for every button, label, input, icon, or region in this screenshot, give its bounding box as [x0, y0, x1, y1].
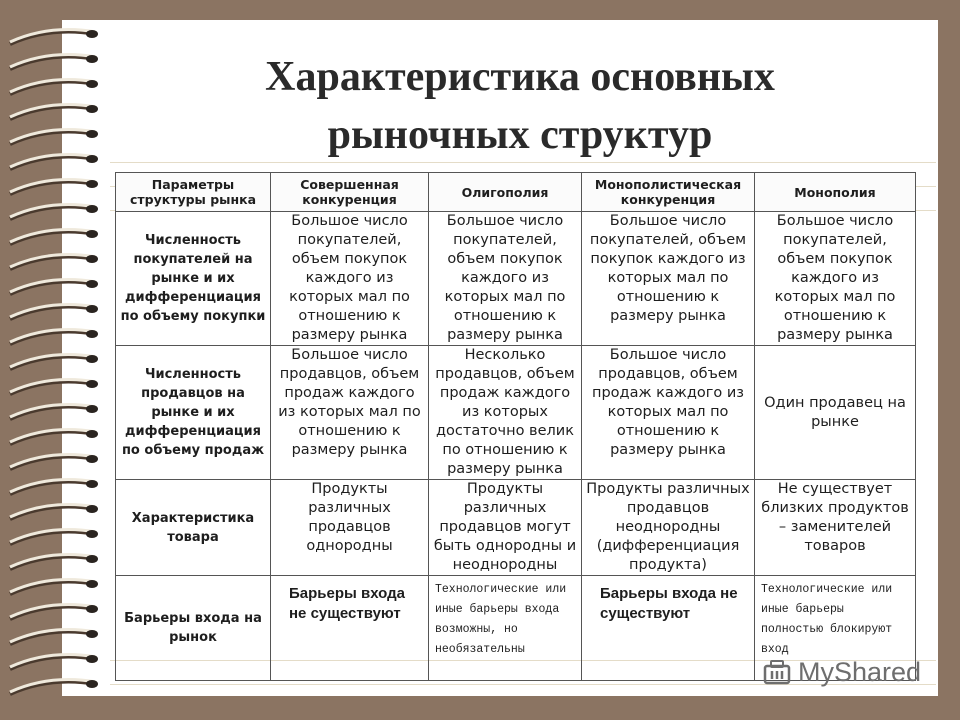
spiral-coil-icon	[10, 680, 98, 694]
table-cell: Барьеры входа не существуют	[271, 576, 429, 681]
watermark-text: MyShared	[798, 656, 922, 687]
table-cell: Один продавец на рынке	[755, 346, 916, 480]
spiral-coil-icon	[10, 130, 98, 144]
title-line-2: рыночных структур	[327, 112, 713, 158]
table-cell: Большое число покупателей, объем покупок каждого из которых мал по отношению к размеру рынка	[271, 212, 429, 346]
spiral-coil-icon	[10, 105, 98, 119]
column-header-oligopoly: Олигополия	[429, 173, 582, 212]
spiral-coil-icon	[10, 30, 98, 44]
table-cell: Большое число продавцов, объем продаж каждого из которых мал по отношению к размеру рынка	[582, 346, 755, 480]
spiral-coil-icon	[10, 455, 98, 469]
spiral-coil-icon	[10, 180, 98, 194]
spiral-coil-icon	[10, 305, 98, 319]
row-label-buyers: Численность покупателей на рынке и их дифференциация по объему покупки	[116, 212, 271, 346]
table-cell: Большое число покупателей, объем покупок каждого из которых мал по отношению к размеру рынка	[429, 212, 582, 346]
table-header-row	[116, 173, 916, 212]
table-cell: Большое число покупателей, объем покупок каждого из которых мал по отношению к размеру рынка	[582, 212, 755, 346]
slide-title	[120, 48, 920, 164]
spiral-coil-icon	[10, 530, 98, 544]
spiral-coil-icon	[10, 380, 98, 394]
table-cell: Продукты различных продавцов могут быть однородны и неоднородны	[429, 480, 582, 576]
spiral-coil-icon	[10, 555, 98, 569]
spiral-coil-icon	[10, 280, 98, 294]
spiral-coil-icon	[10, 255, 98, 269]
table-cell: Продукты различных продавцов однородны	[271, 480, 429, 576]
table-cell: Технологические или иные барьеры полностью блокируют вход	[755, 576, 916, 681]
spiral-coil-icon	[10, 630, 98, 644]
column-header-perfect-competition: Совершенная конкуренция	[271, 173, 429, 212]
table-cell: Не существует близких продуктов – заменителей товаров	[755, 480, 916, 576]
market-structures-table	[115, 172, 916, 681]
spiral-coil-icon	[10, 205, 98, 219]
spiral-coil-icon	[10, 355, 98, 369]
table-cell: Большое число покупателей, объем покупок каждого из которых мал по отношению к размеру рынка	[755, 212, 916, 346]
watermark	[762, 652, 932, 692]
spiral-coil-icon	[10, 480, 98, 494]
spiral-coil-icon	[10, 80, 98, 94]
column-header-parameters: Параметры структуры рынка	[116, 173, 271, 212]
table-cell: Технологические или иные барьеры входа возможны, но необязательны	[429, 576, 582, 681]
spiral-coil-icon	[10, 330, 98, 344]
column-header-monopoly: Монополия	[755, 173, 916, 212]
spiral-coil-icon	[10, 505, 98, 519]
table-cell: Несколько продавцов, объем продаж каждого из которых достаточно велик по отношению к размеру рынка	[429, 346, 582, 480]
spiral-coil-icon	[10, 405, 98, 419]
spiral-coil-icon	[10, 605, 98, 619]
table-cell: Продукты различных продавцов неоднородны (дифференциация продукта)	[582, 480, 755, 576]
table-row	[116, 480, 916, 576]
spiral-coil-icon	[10, 655, 98, 669]
row-label-product: Характеристика товара	[116, 480, 271, 576]
myshared-logo-icon	[762, 658, 792, 686]
spiral-coil-icon	[10, 155, 98, 169]
title-line-1: Характеристика основных	[265, 54, 775, 100]
spiral-coil-icon	[10, 580, 98, 594]
column-header-monopolistic-competition: Монополистическая конкуренция	[582, 173, 755, 212]
table-row	[116, 212, 916, 346]
table-cell: Большое число продавцов, объем продаж каждого из которых мал по отношению к размеру рынка	[271, 346, 429, 480]
row-label-entry-barriers: Барьеры входа на рынок	[116, 576, 271, 681]
table-row	[116, 346, 916, 480]
spiral-binding-icon	[0, 22, 120, 698]
spiral-coil-icon	[10, 430, 98, 444]
row-label-sellers: Численность продавцов на рынке и их дифференциация по объему продаж	[116, 346, 271, 480]
spiral-coil-icon	[10, 230, 98, 244]
table-cell: Барьеры входа не существуют	[582, 576, 755, 681]
spiral-coil-icon	[10, 55, 98, 69]
